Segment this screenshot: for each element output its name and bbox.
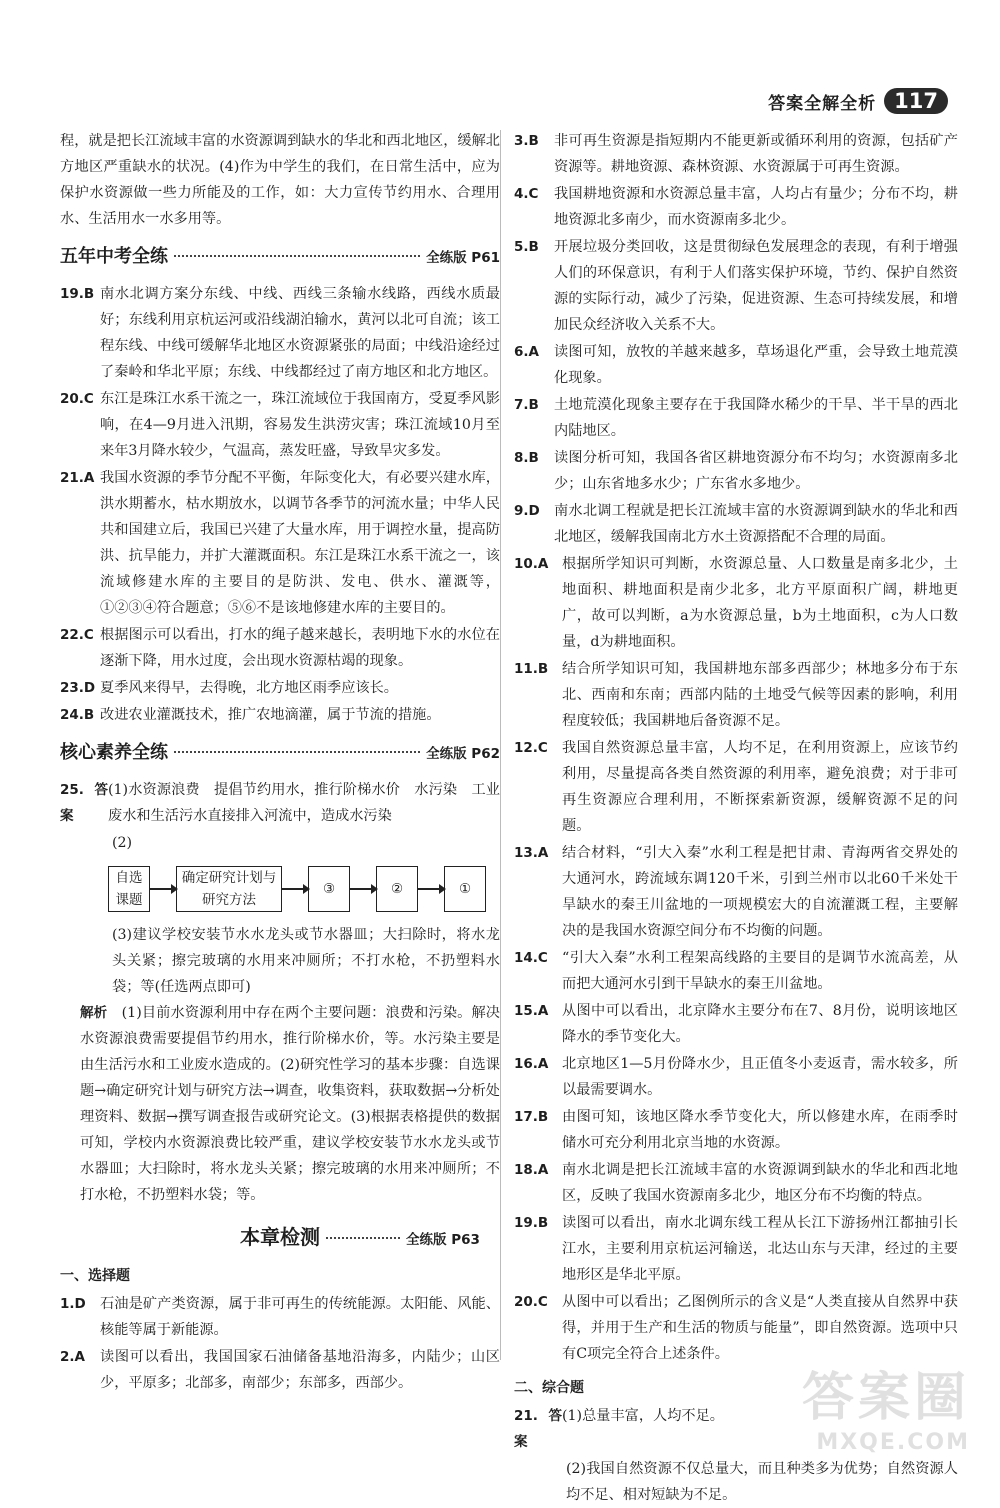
- watermark-logo: [802, 1355, 970, 1455]
- page-header: [768, 88, 948, 114]
- answer-item: [514, 339, 958, 391]
- answer-text: 改进农业灌溉技术，推广农地滴灌，属于节流的措施。: [100, 707, 441, 723]
- answer-number: 3.B: [514, 133, 539, 149]
- answer-number: 25.答案: [60, 782, 108, 824]
- answer-text: 石油是矿产类资源，属于非可再生的传统能源。太阳能、风能、核能等属于新能源。: [100, 1296, 500, 1338]
- answer-item: [514, 998, 958, 1050]
- answer-number: 11.B: [514, 661, 549, 677]
- answer-number: 2.A: [60, 1349, 85, 1365]
- answer-text: “引大入秦”水利工程架高线路的主要目的是调节水流高差，从而把大通河水引到干旱缺水的秦王川盆地。: [562, 950, 958, 992]
- arrow-icon: [282, 888, 308, 890]
- answer-number: 14.C: [514, 950, 548, 966]
- answer-text: 读图可知，放牧的羊越来越多，草场退化严重，会导致土地荒漠化现象。: [554, 344, 958, 386]
- answer-item: [60, 622, 500, 674]
- analysis-text: (1)目前水资源利用中存在两个主要问题：浪费和污染。解决水资源浪费需要提倡节约用水，推行阶梯水价，等。水污染主要是由生活污水和工业废水造成的。(2)研究性学习的基本步骤：自选课题→确定研究计划与研究方法→调查，收集资料，获取数据→分析处理资料、数据→撰写调查报告或研究论文。(3)根据表格提供的数据可知，学校内水资源浪费比较严重，建议学校安装节水水龙头或节水器皿；大扫除时，将水龙头关紧；擦完玻璃的水用来冲厕所；不打水枪，不扔塑料水袋；等。: [80, 1005, 500, 1203]
- answer-number: 5.B: [514, 239, 539, 255]
- answer-text: 夏季风来得早，去得晚，北方地区雨季应该长。: [100, 680, 398, 696]
- section-page-ref: 全练版 P63: [406, 1232, 480, 1248]
- answer-item-25: [60, 777, 500, 829]
- section-page-ref: 全练版 P61: [426, 250, 500, 266]
- dotted-leader: [326, 1237, 400, 1239]
- answer-item: [514, 1104, 958, 1156]
- answer-item: [60, 465, 500, 621]
- answer-number: 22.C: [60, 627, 94, 643]
- answer-item: [514, 656, 958, 734]
- answer-text: 土地荒漠化现象主要存在于我国降水稀少的干旱、半干旱的西北内陆地区。: [554, 397, 958, 439]
- answer-item: [514, 1157, 958, 1209]
- answer-item: [60, 702, 500, 728]
- part2-label: (2): [112, 835, 133, 851]
- answer-item: [514, 181, 958, 233]
- flow-box-topic: 自选课题: [108, 866, 150, 912]
- answer-text: 结合所学知识可知，我国耕地东部多西部少；林地多分布于东北、西南和东南；西部内陆的土地受气候等因素的影响，利用程度较低；我国耕地后备资源不足。: [562, 661, 958, 729]
- answer-number: 20.C: [60, 391, 94, 407]
- answer-number: 18.A: [514, 1162, 549, 1178]
- column-divider: [500, 130, 501, 1360]
- answer-item: [514, 551, 958, 655]
- answer-item: [514, 234, 958, 338]
- answer-number: 21.A: [60, 470, 95, 486]
- answer-number: 20.C: [514, 1294, 548, 1310]
- answer-text: 由图可知，该地区降水季节变化大，所以修建水库，在雨季时储水可充分利用北京当地的水资源。: [562, 1109, 958, 1151]
- answer-text: 结合材料，“引大入秦”水利工程是把甘肃、青海两省交界处的大通河水，跨流域东调120千米，引到兰州市以北60千米处干旱缺水的秦王川盆地的一项规模宏大的自流灌溉工程，主要解决的是我国水资源空间分布不均衡的问题。: [562, 845, 958, 939]
- answer-text: 从图中可以看出；乙图例所示的含义是“人类直接从自然界中获得，并用于生产和生活的物质与能量”，即自然资源。选项中只有C项完全符合上述条件。: [562, 1294, 958, 1362]
- answer-item: [514, 392, 958, 444]
- page-number: 117: [884, 88, 948, 114]
- answer-text: 东江是珠江水系干流之一，珠江流域位于我国南方，受夏季风影响，在4—9月进入汛期，容易发生洪涝灾害；珠江流域10月至来年3月降水较少，气温高，蒸发旺盛，导致旱灾多发。: [100, 391, 500, 459]
- answer-text: (1)总量丰富，人均不足。: [562, 1408, 724, 1424]
- section-page-ref: 全练版 P62: [426, 746, 500, 762]
- right-column: [514, 128, 958, 1508]
- answer-number: 10.A: [514, 556, 549, 572]
- section-heading-five-year: [60, 244, 500, 271]
- answer-text: 读图可以看出，南水北调东线工程从长江下游扬州江都抽引长江水，主要利用京杭运河输送，北达山东与天津，经过的主要地形区是华北平原。: [562, 1215, 958, 1283]
- answer-item: [60, 281, 500, 385]
- answer-number: 7.B: [514, 397, 539, 413]
- answer-text: 根据所学知识可判断，水资源总量、人口数量是南多北少，土地面积、耕地面积是南少北多，北方平原面积广阔，耕地更广，故可以判断，a为水资源总量，b为土地面积，c为人口数量，d为耕地面积。: [562, 556, 958, 650]
- flow-box-2: ②: [376, 866, 418, 912]
- answer-number: 19.B: [60, 286, 95, 302]
- header-title: 答案全解全析: [768, 93, 877, 114]
- dotted-leader: [174, 255, 420, 257]
- answer-item: [514, 445, 958, 497]
- answer-item: [514, 735, 958, 839]
- answer-text: 读图可以看出，我国国家石油储备基地沿海多，内陆少；山区少，平原多；北部多，南部少；东部多，西部少。: [100, 1349, 500, 1391]
- answer-number: 13.A: [514, 845, 549, 861]
- analysis: [60, 1000, 500, 1208]
- watermark-url: MXQE.COM: [816, 1430, 970, 1455]
- answer-number: 12.C: [514, 740, 548, 756]
- answer-text: 我国耕地资源和水资源总量丰富，人均占有量少；分布不均，耕地资源北多南少，而水资源南多北少。: [554, 186, 958, 228]
- flow-box-1: ①: [444, 866, 486, 912]
- answer-number: 17.B: [514, 1109, 549, 1125]
- answer-text: 我国水资源的季节分配不平衡，年际变化大，有必要兴建水库，洪水期蓄水，枯水期放水，以调节各季节的河流水量；中华人民共和国建立后，我国已兴建了大量水库，用于调控水量，提高防洪、抗旱能力，并扩大灌溉面积。东江是珠江水系干流之一，该流域修建水库的主要目的是防洪、发电、供水、灌溉等，①②③④符合题意；⑤⑥不是该地修建水库的主要目的。: [100, 470, 500, 616]
- research-flowchart: [108, 864, 500, 914]
- section-title: 核心素养全练: [60, 742, 168, 763]
- answer-number: 23.D: [60, 680, 96, 696]
- subheading-choice: 一、选择题: [60, 1268, 130, 1284]
- answer-text: 南水北调是把长江流域丰富的水资源调到缺水的华北和西北地区，反映了我国水资源南多北少，地区分布不均衡的特点。: [562, 1162, 958, 1204]
- section-title: 本章检测: [240, 1225, 320, 1249]
- answer-number: 8.B: [514, 450, 539, 466]
- answer-number: 4.C: [514, 186, 539, 202]
- answer-item: [60, 1291, 500, 1343]
- answer-text: 南水北调方案分东线、中线、西线三条输水线路，西线水质最好；东线利用京杭运河或沿线湖泊输水，黄河以北可自流；该工程东线、中线可缓解华北地区水资源紧张的局面；中线沿途经过了秦岭和华北平原；东线、中线都经过了南方地区和北方地区。: [100, 286, 500, 380]
- answer-text: (1)水资源浪费 提倡节约用水，推行阶梯水价 水污染 工业废水和生活污水直接排入河流中，造成水污染: [108, 782, 500, 824]
- answer-number: 1.D: [60, 1296, 86, 1312]
- answer-text: 从图中可以看出，北京降水主要分布在7、8月份，说明该地区降水的季节变化大。: [562, 1003, 958, 1045]
- answer-number: 6.A: [514, 344, 539, 360]
- section-title: 五年中考全练: [60, 246, 168, 267]
- part3-text: (3)建议学校安装节水水龙头或节水器皿；大扫除时，将水龙头关紧；擦完玻璃的水用来冲厕所；不打水枪，不扔塑料水袋；等(任选两点即可): [112, 927, 500, 995]
- answer-item: [514, 945, 958, 997]
- answer-21-part2: (2)我国自然资源不仅总量大，而且种类多为优势；自然资源人均不足、相对短缺为不足。: [566, 1461, 958, 1503]
- answer-number: 19.B: [514, 1215, 549, 1231]
- answer-item: [514, 840, 958, 944]
- flow-box-plan: 确定研究计划与研究方法: [176, 866, 282, 912]
- answer-item: [60, 386, 500, 464]
- intro-paragraph: 程，就是把长江流域丰富的水资源调到缺水的华北和西北地区，缓解北方地区严重缺水的状况。(4)作为中学生的我们，在日常生活中，应为保护水资源做一些力所能及的工作，如：大力宣传节约用水、合理用水、生活用水一水多用等。: [60, 133, 500, 227]
- answer-text: 非可再生资源是指短期内不能更新或循环利用的资源，包括矿产资源等。耕地资源、森林资源、水资源属于可再生资源。: [554, 133, 958, 175]
- answer-item: [514, 498, 958, 550]
- answer-number: 16.A: [514, 1056, 549, 1072]
- section-heading-chapter-test: [60, 1224, 500, 1253]
- answer-text: 根据图示可以看出，打水的绳子越来越长，表明地下水的水位在逐渐下降，用水过度，会出现水资源枯竭的现象。: [100, 627, 500, 669]
- answer-text: 北京地区1—5月份降水少，且正值冬小麦返青，需水较多，所以最需要调水。: [562, 1056, 958, 1098]
- answer-item: [60, 675, 500, 701]
- answer-text: 开展垃圾分类回收，这是贯彻绿色发展理念的表现，有利于增强人们的环保意识，有利于人们落实保护环境，节约、保护自然资源的实际行动，减少了污染，促进资源、生态可持续发展，和增加民众经济收入关系不大。: [554, 239, 958, 333]
- answer-text: 我国自然资源总量丰富，人均不足，在利用资源上，应该节约利用，尽量提高各类自然资源的利用率，避免浪费；对于非可再生资源应合理利用，不断探索新资源，缓解资源不足的问题。: [562, 740, 958, 834]
- answer-text: 读图分析可知，我国各省区耕地资源分布不均匀；水资源南多北少；山东省地多水少；广东省水多地少。: [554, 450, 958, 492]
- answer-item: [514, 1051, 958, 1103]
- dotted-leader: [174, 751, 420, 753]
- flow-box-3: ③: [308, 866, 350, 912]
- subheading-comprehensive: 二、综合题: [514, 1380, 584, 1396]
- left-column: [60, 128, 500, 1397]
- arrow-icon: [418, 888, 444, 890]
- answer-number: 24.B: [60, 707, 95, 723]
- answer-item: [514, 128, 958, 180]
- arrow-icon: [150, 888, 176, 890]
- analysis-label: 解析: [80, 1005, 108, 1021]
- answer-item: [514, 1210, 958, 1288]
- section-heading-core: [60, 740, 500, 767]
- answer-text: 南水北调工程就是把长江流域丰富的水资源调到缺水的华北和西北地区，缓解我国南北方水土资源搭配不合理的局面。: [554, 503, 958, 545]
- answer-item: [60, 1344, 500, 1396]
- answer-number: 9.D: [514, 503, 540, 519]
- watermark-text: 答案圈: [801, 1368, 970, 1428]
- arrow-icon: [350, 888, 376, 890]
- answer-number: 15.A: [514, 1003, 549, 1019]
- answer-number: 21.答案: [514, 1408, 562, 1450]
